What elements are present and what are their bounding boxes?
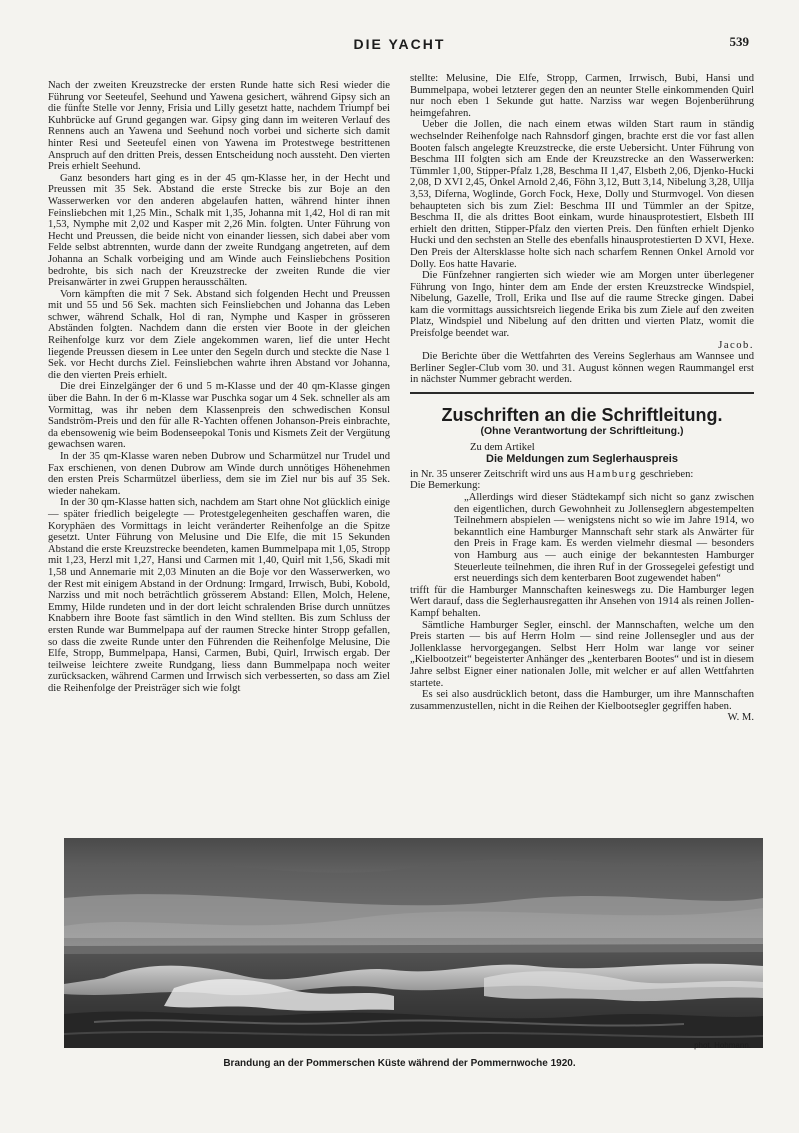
- paragraph: Es sei also ausdrücklich betont, dass die Hamburger, um ihre Mannschaften zusammenzustellen, nicht in die Reihen der Kielbootsegler gegriffen haben.: [410, 689, 754, 712]
- paragraph: In der 30 qm-Klasse hatten sich, nachdem am Start ohne Not glücklich einige — später friedlich beigelegte — Protestgelegenheiten geschaffen waren, die Koryphäen des Vormittags in leicht veränderter Reihenfolge an die Spitze gesetzt. Unter Führung von Melusine und Die Elfe, die mit 15 Sekunden Abstand die erste Kreuzstrecke beendeten, kamen Bummelpapa mit 1,05, Stropp mit 1,23, Herzl mit 1,27, Hansi und Carmen mit 1,40, Quirl mit 1,56, Skadi mit 1,58 und Annemarie mit 2,03 Minuten an die Boje vor den Wasserwerken, wo der Rest mit einigem Abstand in der Ordnung: Irmgard, Irrwisch, Bubi, Kobold, Narziss und mit noch beträchtlich grösserem Abstand: Ellen, Molch, Helene, Emmy, Hilde rundeten und in der dort leicht schralenden Brise durch unnützes Knabbern ihre Boote fast sämtlich in den Wind stellten. Bis zum Schluss der ersten Runde war Bummelpapa auf der raumen Strecke hinter Stropp gefallen, so dass die zweite Runde unter den Führenden die Reihenfolge Melusine, Die Elfe, Stropp, Bummelpapa, Hansi, Carmen, Bubi, Quirl, Irrwisch ergab. Der teilweise leichtere zweite Rundgang, liess dann Bummelpapa noch weiter zurücksacken, während Carmen und Irrwisch sich verbesserten, so dass am Ziel die Reihenfolge der Preisträger sich wie folgt: [48, 497, 390, 694]
- article-title: Die Meldungen zum Seglerhauspreis: [486, 453, 678, 466]
- paragraph: Ueber die Jollen, die nach einem etwas wilden Start raum in ständig wechselnder Reihenfolge nach Rahnsdorf gingen, brachte erst die vor fast allen Booten falsch angelegte Kreuzstrecke, die erste Uebersicht. Unter Führung von Beschma III folgten sich am Ende der Kreuzstrecke an den Wasserwerken: Tümmler 1,00, Stipper-Pfalz 1,28, Beschma II 1,47, Elsbeth 2,06, Djenko-Hucki 2,08, D XVI 2,45, Onkel Arnold 2,46, Föhn 3,12, Butt 3,14, Nibelung 3,28, Ullja 3,53, Diferna, Woglinde, Gorch Fock, Hexe, Dolly und Sturmvogel. Von diesen behaupteten sich bis zum Ziel: Beschma III und Tümmler an der Spitze, Beschma II, die als drittes Boot einkam, wurde hinausprotestiert, Elsbeth III erhielt den dritten, Stipper-Pfalz den vierten Preis. Den fünften erhielt Djenko Hucki und den sechsten an Stelle des ebenfalls hinausprotestierten D XVI, Hexe. Den Preis der Altersklasse holte sich nach scharfem Rennen Onkel Arnold vor Dolly. Eos hatte Havarie.: [410, 119, 754, 270]
- journal-title: DIE YACHT: [353, 36, 446, 52]
- paragraph: In der 35 qm-Klasse waren neben Dubrow und Scharmützel nur Trudel und Fax erschienen, von denen Dubrow am Winde durch unnötiges Höhenehmen den ersten Preis Scharmützel überliess, dem sie im Ziel nur bis auf 35 Sek. wieder nahekam.: [48, 451, 390, 497]
- section-subtitle: (Ohne Verantwortung der Schriftleitung.): [480, 425, 684, 438]
- letter-signature: W. M.: [727, 712, 754, 724]
- page-number: 539: [729, 34, 749, 49]
- article-reference: Zu dem Artikel: [470, 441, 535, 453]
- photo-caption: Brandung an der Pommerschen Küste während der Pommernwoche 1920.: [223, 1058, 576, 1069]
- paragraph: Ganz besonders hart ging es in der 45 qm-Klasse her, in der Hecht und Preussen mit 35 Sek. Abstand die erste Strecke bis zur Boje an den Wasserwerken vor den anderen abgelaufen hatten, während hinter ihnen Feinsliebchen mit 1,25 Min., Schalk mit 1,35, Johanna mit 1,42, Hol di ran mit 1,53, Nymphe mit 2,02 und Kasper mit 2,26 Min. folgten. Unter Führung von Hecht und Preussen, die beide nicht von einander liessen, sich dabei aber vom Felde selbst abtrennten, wurde dann der zweite Rundgang angetreten, auf dem Johanna an Schalk vorbeiging und am Winde auch Feinsliebchens Position bedrohte, bis sich nach der Kreuzstrecke der zweiten Runde die vier Preisanwärter in zwei Gruppen herausschälten.: [48, 172, 390, 289]
- running-head: [0, 34, 799, 54]
- surf-photo-image: [64, 838, 763, 1048]
- report-signature: Jacob.: [718, 339, 754, 351]
- right-column: [410, 73, 754, 724]
- left-column: [48, 80, 390, 694]
- paragraph: Die Fünfzehner rangierten sich wieder wie am Morgen unter überlegener Führung von Ingo, hinter dem am Ende der ersten Kreuzstrecke Windspiel, Nibelung, Gazelle, Troll, Erika und Ilse auf die raume Strecke gingen. Dabei kam die vormittags aussichtsreich liegende Erika bis zum Ziele auf den zweiten Platz, Windspiel und Nibelung auf den dritten und vierten Platz, womit die Preisfolge beendet war.: [410, 270, 754, 340]
- paragraph: Die drei Einzelgänger der 6 und 5 m-Klasse und der 40 qm-Klasse gingen über die Bahn. In der 6 m-Klasse war Puschka sogar um 4 Sek. schneller als am Vormittag, was ihr neben dem Klassenpreis den schwedischen Konsul Sandström-Preis und den für alle R-Yachten offenen Johanson-Preis einbrachte, da ebensowenig wie beim Bodenseepokal Tonis und Kismets Zeit der Vergütung gewachsen waren.: [48, 381, 390, 451]
- photo-credit: phot. Hohmann.: [694, 1041, 751, 1050]
- intro-city: Hamburg: [586, 468, 638, 480]
- section-title: Zuschriften an die Schriftleitung.: [441, 405, 723, 426]
- paragraph: Vorn kämpften die mit 7 Sek. Abstand sich folgenden Hecht und Preussen mit und 55 und 56 Sek. machten sich Feinsliebchen und Johanna das Leben schwer, während Schalk, Hol di ran, Nymphe und Kasper in grösseren Abständen folgten. Nachdem dann die ersten vier Boote in der gleichen Reihenfolge kurz vor dem Ziele angekommen waren, lief die unter Hecht liegende Preussen diesem in Lee unter den Segeln durch und steckte die Nase 1 Sek. vor Hecht durchs Ziel. Feinsliebchen wahrte ihren Abstand vor Johanna, die den vierten Preis erhielt.: [48, 288, 390, 381]
- surf-photograph: [64, 838, 763, 1048]
- paragraph: trifft für die Hamburger Mannschaften keineswegs zu. Die Hamburger legen Wert darauf, dass die Seglerhausregatten ihr Ansehen von 1914 als reinen Jollen-Kampf behalten.: [410, 584, 754, 619]
- paragraph: stellte: Melusine, Die Elfe, Stropp, Carmen, Irrwisch, Bubi, Hansi und Bummelpapa, wobei letzterer gegen den an neunter Stelle einkommenden Quirl nur noch eben 1 Sekunde gut hatte. Narziss war wegen Bojenberührung heimgefahren.: [410, 73, 754, 119]
- paragraph: Nach der zweiten Kreuzstrecke der ersten Runde hatte sich Resi wieder die Führung vor Seeteufel, Seehund und Yawena gesichert, während Gipsy sich an die fünfte Stelle vor Jenny, Frisia und Lilly gesetzt hatte, nachdem Triumpf bei Kuhbrücke auf Grund gegangen war. Gipsy ging dann im weiteren Verlauf des Rennens auch an Yawena und Seehund noch vorbei und sicherte sich damit hinter Resi und Seeteufel einen von Yawena im Protestwege bestrittenen Anspruch auf den dritten Preis, dessen Entscheidung noch aussteht. Den vierten Preis erhielt Seehund.: [48, 80, 390, 173]
- quoted-remark: „Allerdings wird dieser Städtekampf sich nicht so ganz zwischen den eigentlichen, durch Gewohnheit zu Jollenseglern abgestempelten Teilnehmern abspielen — wenigstens nicht so wie im Jahre 1914, wo bekanntlich eine Hamburger Mannschaft sehr stark als Anwärter für den Preis in Frage kam. Es werden vielmehr diesmal — besonders von Hamburg aus — auch einige der bekanntesten Hamburger Steuerleute teilnehmen, die ihren Ruf in der Grossegelei gefestigt und erst neuerdings sich dem kenterbaren Boot zugewendet haben“: [454, 492, 754, 585]
- remark-label: Die Bemerkung:: [410, 480, 481, 492]
- editorial-note: Die Berichte über die Wettfahrten des Vereins Seglerhaus am Wannsee und Berliner Segler-Club vom 30. und 31. August können wegen Raummangel erst in nächster Nummer gebracht werden.: [410, 351, 754, 386]
- section-divider: [410, 392, 754, 394]
- intro-text: in Nr. 35 unserer Zeitschrift wird uns aus: [410, 468, 585, 480]
- paragraph: Sämtliche Hamburger Segler, einschl. der Mannschaften, welche um den Preis starten — bis auf Herrn Holm — sind reine Jollensegler und aus der Jollenklasse hervorgegangen. Selbst Herr Holm war lange vor seiner „Kielbootzeit“ begeisterter Anhänger des „kenterbaren Bootes“ und ist in diesem Jahre selbst Eigner einer nationalen Jolle, mit welcher er auf allen Wettfahrten startete.: [410, 619, 754, 689]
- intro-text-end: geschrieben:: [639, 468, 694, 480]
- letter-intro: [410, 469, 754, 481]
